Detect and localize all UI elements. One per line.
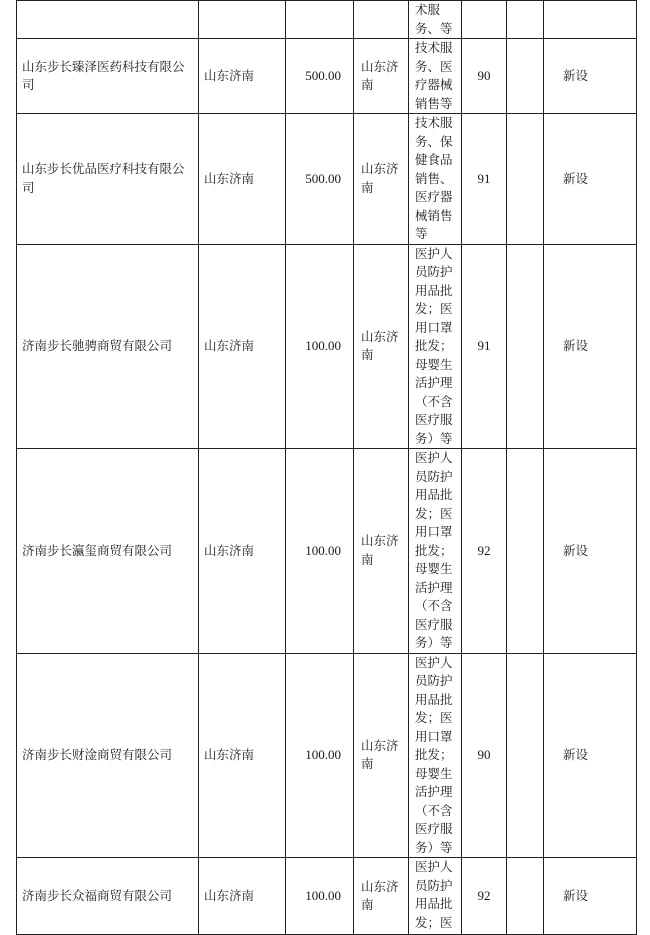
- empty-cell-cell: [507, 114, 544, 245]
- table-row: [17, 858, 637, 935]
- status-cell: 新设: [544, 858, 637, 935]
- empty-cell-cell: [507, 39, 544, 114]
- registered-location-cell: 山东济南: [199, 858, 286, 935]
- operating-location-cell: 山东济南: [354, 449, 409, 654]
- operating-location-cell: 山东济南: [354, 39, 409, 114]
- status-cell: 新设: [544, 114, 637, 245]
- operating-location-cell: 山东济南: [354, 114, 409, 245]
- registered-location-cell: 山东济南: [199, 114, 286, 245]
- company-name-cell: 山东步长优品医疗科技有限公司: [17, 114, 199, 245]
- operating-location-cell: 山东济南: [354, 244, 409, 449]
- status-cell: 新设: [544, 449, 637, 654]
- status-cell: 新设: [544, 653, 637, 858]
- table-row: [17, 1, 637, 39]
- record-number-cell: 91: [462, 244, 507, 449]
- empty-cell-cell: [507, 449, 544, 654]
- record-number-cell: [462, 1, 507, 39]
- operating-location-cell: [354, 1, 409, 39]
- company-name-cell: 山东步长臻泽医药科技有限公司: [17, 39, 199, 114]
- business-scope-cell: 术服务、等: [409, 1, 462, 39]
- table-row: [17, 244, 637, 449]
- business-scope-cell: 医护人员防护用品批发；医用口罩批发；母婴生活护理（不含医疗服务）等: [409, 449, 462, 654]
- registered-location-cell: 山东济南: [199, 244, 286, 449]
- record-number-cell: 92: [462, 858, 507, 935]
- registered-capital-cell: 100.00: [286, 449, 354, 654]
- status-cell: [544, 1, 637, 39]
- record-number-cell: 91: [462, 114, 507, 245]
- subsidiary-table: [16, 0, 637, 935]
- operating-location-cell: 山东济南: [354, 653, 409, 858]
- registered-capital-cell: 100.00: [286, 653, 354, 858]
- registered-location-cell: [199, 1, 286, 39]
- empty-cell-cell: [507, 244, 544, 449]
- business-scope-cell: 技术服务、保健食品销售、医疗器械销售等: [409, 114, 462, 245]
- registered-capital-cell: 100.00: [286, 858, 354, 935]
- registered-location-cell: 山东济南: [199, 653, 286, 858]
- empty-cell-cell: [507, 653, 544, 858]
- status-cell: 新设: [544, 244, 637, 449]
- business-scope-cell: 医护人员防护用品批发；医用口罩批发；母婴生活护理（不含医疗服务）等: [409, 653, 462, 858]
- registered-capital-cell: [286, 1, 354, 39]
- registered-location-cell: 山东济南: [199, 449, 286, 654]
- empty-cell-cell: [507, 858, 544, 935]
- registered-capital-cell: 500.00: [286, 114, 354, 245]
- status-cell: 新设: [544, 39, 637, 114]
- company-name-cell: 济南步长驰骋商贸有限公司: [17, 244, 199, 449]
- record-number-cell: 90: [462, 39, 507, 114]
- record-number-cell: 92: [462, 449, 507, 654]
- table-row: [17, 39, 637, 114]
- company-name-cell: 济南步长财淦商贸有限公司: [17, 653, 199, 858]
- business-scope-cell: 医护人员防护用品批发；医: [409, 858, 462, 935]
- table-row: [17, 449, 637, 654]
- business-scope-cell: 技术服务、医疗器械销售等: [409, 39, 462, 114]
- operating-location-cell: 山东济南: [354, 858, 409, 935]
- company-name-cell: 济南步长瀛玺商贸有限公司: [17, 449, 199, 654]
- empty-cell-cell: [507, 1, 544, 39]
- company-name-cell: [17, 1, 199, 39]
- table-row: [17, 653, 637, 858]
- registered-capital-cell: 100.00: [286, 244, 354, 449]
- business-scope-cell: 医护人员防护用品批发；医用口罩批发；母婴生活护理（不含医疗服务）等: [409, 244, 462, 449]
- company-name-cell: 济南步长众福商贸有限公司: [17, 858, 199, 935]
- table-body: [17, 1, 637, 935]
- table-row: [17, 114, 637, 245]
- registered-location-cell: 山东济南: [199, 39, 286, 114]
- registered-capital-cell: 500.00: [286, 39, 354, 114]
- record-number-cell: 90: [462, 653, 507, 858]
